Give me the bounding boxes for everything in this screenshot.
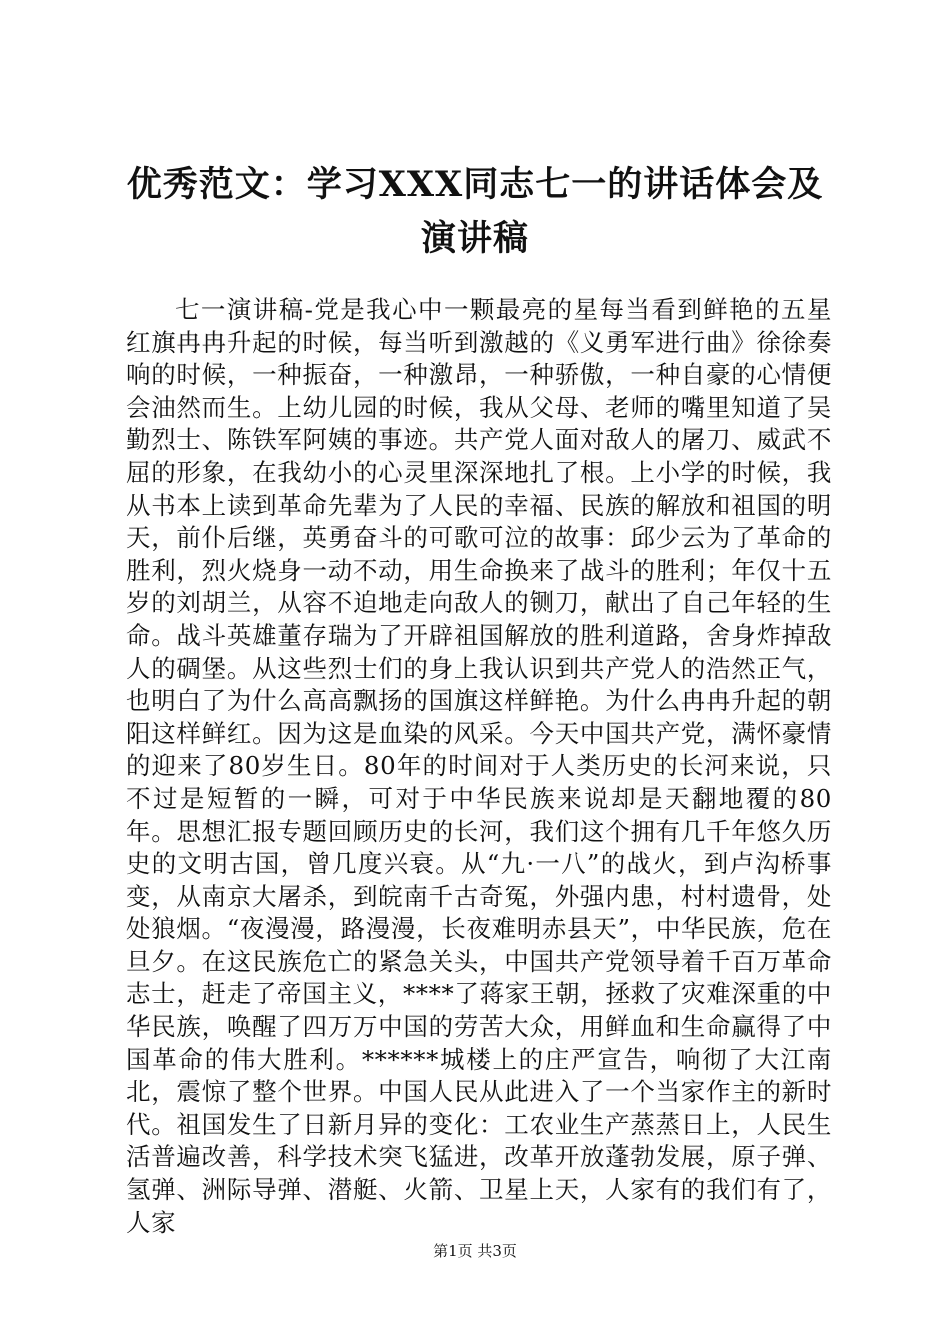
document-title: 优秀范文：学习XXX同志七一的讲话体会及演讲稿 [126, 164, 824, 259]
document-body-paragraph: 七一演讲稿-党是我心中一颗最亮的星每当看到鲜艳的五星红旗冉冉升起的时候，每当听到激越的《义勇军进行曲》徐徐奏响的时候，一种振奋，一种激昂，一种骄傲，一种自豪的心情便会油然而生。上幼儿园的时候，我从父母、老师的嘴里知道了吴勤烈士、陈铁军阿姨的事迹。共产党人面对敌人的屠刀、威武不屈的形象，在我幼小的心灵里深深地扎了根。上小学的时候，我从书本上读到革命先辈为了人民的幸福、民族的解放和祖国的明天，前仆后继，英勇奋斗的可歌可泣的故事：邱少云为了革命的胜利，烈火烧身一动不动，用生命换来了战斗的胜利；年仅十五岁的刘胡兰，从容不迫地走向敌人的铡刀，献出了自己年轻的生命。战斗英雄董存瑞为了开辟祖国解放的胜利道路，舍身炸掉敌人的碉堡。从这些烈士们的身上我认识到共产党人的浩然正气，也明白了为什么高高飘扬的国旗这样鲜艳。为什么冉冉升起的朝阳这样鲜红。因为这是血染的风采。今天中国共产党，满怀豪情的迎来了80岁生日。80年的时间对于人类历史的长河来说，只不过是短暂的一瞬，可对于中华民族来说却是天翻地覆的80年。思想汇报专题回顾历史的长河，我们这个拥有几千年悠久历史的文明古国，曾几度兴衰。从“九·一八”的战火，到卢沟桥事变，从南京大屠杀，到皖南千古奇冤，外强内患，村村遗骨，处处狼烟。“夜漫漫，路漫漫，长夜难明赤县天”，中华民族，危在旦夕。在这民族危亡的紧急关头，中国共产党领导着千百万革命志士，赶走了帝国主义，****了蒋家王朝，拯救了灾难深重的中华民族，唤醒了四万万中国的劳苦大众，用鲜血和生命赢得了中国革命的伟大胜利。******城楼上的庄严宣告，响彻了大江南北，震惊了整个世界。中国人民从此进入了一个当家作主的新时代。祖国发生了日新月异的变化：工农业生产蒸蒸日上，人民生活普遍改善，科学技术突飞猛进，改革开放蓬勃发展，原子弹、氢弹、洲际导弹、潜艇、火箭、卫星上天，人家有的我们有了，人家 [126, 295, 832, 1237]
page-footer: 第1页 共3页 [433, 1242, 517, 1260]
